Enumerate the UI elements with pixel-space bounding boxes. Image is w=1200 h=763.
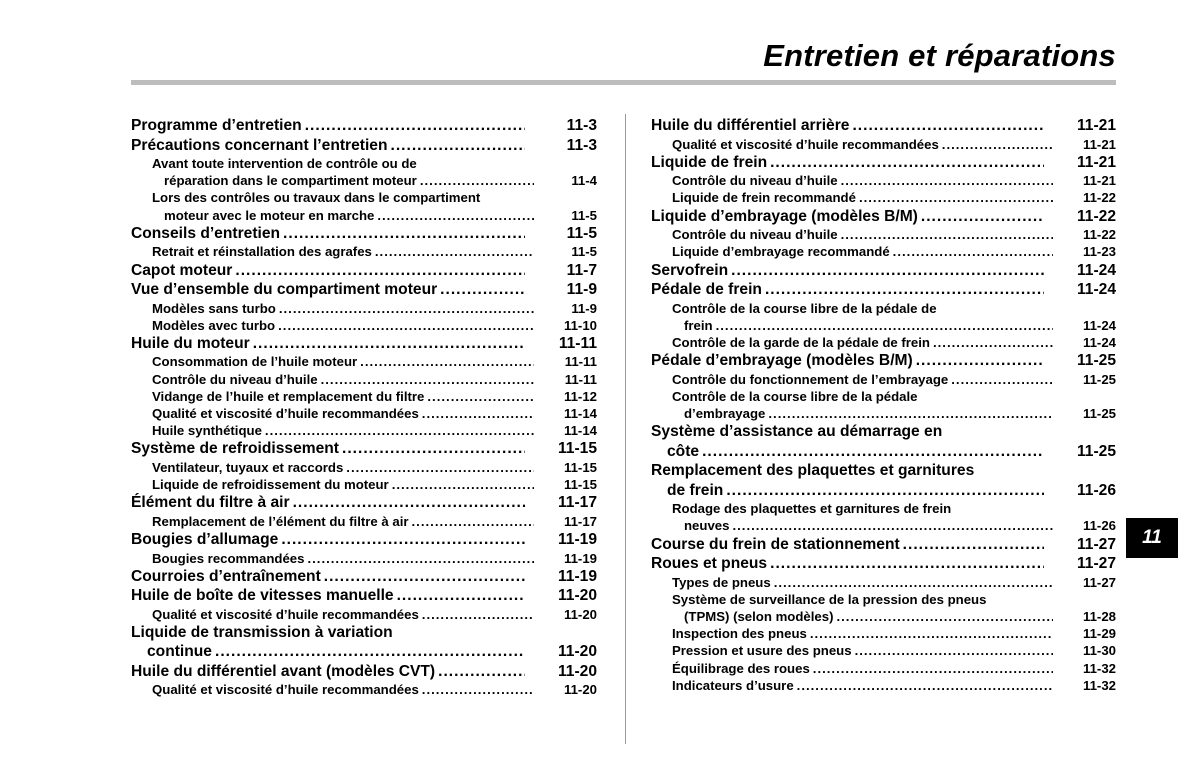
toc-entry-title: Huile du moteur	[131, 334, 250, 352]
column-divider	[625, 114, 626, 744]
toc-entry-title: Huile de boîte de vitesses manuelle	[131, 587, 394, 605]
toc-entry[interactable]	[651, 535, 1116, 555]
toc-entry[interactable]	[651, 226, 1116, 243]
toc-entry-title-continued: réparation dans le compartiment moteur	[164, 173, 417, 189]
dot-leader	[422, 606, 534, 623]
dot-leader	[283, 224, 525, 244]
toc-entry-title-continued: moteur avec le moteur en marche	[164, 207, 375, 223]
toc-entry-title: Rodage des plaquettes et garnitures de frein	[672, 501, 952, 517]
dot-leader	[278, 317, 534, 334]
dot-leader	[342, 439, 525, 459]
toc-entry[interactable]	[651, 591, 1116, 625]
toc-entry[interactable]	[651, 677, 1116, 694]
toc-left-column	[131, 116, 597, 699]
dot-leader	[360, 353, 534, 370]
toc-page-number: 11-21	[1082, 136, 1116, 152]
dot-leader	[916, 351, 1044, 371]
toc-entry[interactable]	[131, 280, 597, 300]
dot-leader	[377, 207, 534, 224]
toc-page-number: 11-4	[571, 173, 597, 189]
dot-leader	[235, 261, 525, 281]
dot-leader	[893, 243, 1053, 260]
toc-entry-title: Modèles avec turbo	[152, 317, 276, 333]
toc-page-number: 11-5	[571, 207, 597, 223]
toc-page-number: 11-20	[563, 606, 597, 622]
toc-entry[interactable]	[131, 189, 597, 223]
toc-entry-title: Course du frein de stationnement	[651, 535, 900, 553]
chapter-tab[interactable]: 11	[1126, 518, 1178, 558]
toc-page-number: 11-11	[558, 334, 597, 352]
toc-entry-title: Programme d’entretien	[131, 117, 302, 134]
toc-page-number: 11-7	[566, 261, 597, 279]
dot-leader	[770, 554, 1044, 574]
toc-entry-title: Pédale d’embrayage (modèles B/M)	[651, 352, 913, 370]
toc-entry-title: Contrôle de la course libre de la pédale	[672, 388, 918, 404]
toc-entry-title: Contrôle du fonctionnement de l’embrayage	[672, 371, 949, 387]
dot-leader	[732, 517, 1053, 534]
toc-page-number: 11-22	[1082, 227, 1116, 243]
dot-leader	[768, 405, 1053, 422]
dot-leader	[281, 530, 525, 550]
dot-leader	[265, 422, 534, 439]
toc-page-number: 11-21	[1076, 117, 1116, 134]
toc-entry[interactable]	[651, 500, 1116, 534]
toc-entry[interactable]	[131, 405, 597, 422]
dot-leader	[765, 280, 1044, 300]
dot-leader	[324, 567, 525, 587]
dot-leader	[903, 535, 1044, 555]
toc-entry-title: Bougies recommandées	[152, 550, 305, 566]
toc-page-number: 11-11	[564, 371, 597, 387]
toc-entry[interactable]	[131, 567, 597, 587]
toc-page-number: 11-22	[1082, 190, 1116, 206]
toc-entry-title: Remplacement des plaquettes et garnitures	[651, 462, 975, 480]
toc-entry-title: Qualité et viscosité d’huile recommandées	[672, 136, 939, 152]
toc-entry-title: Capot moteur	[131, 261, 233, 279]
toc-page-number: 11-25	[1082, 406, 1116, 422]
toc-entry[interactable]	[651, 116, 1116, 136]
dot-leader	[392, 476, 534, 493]
toc-page-number: 11-28	[1082, 609, 1116, 625]
toc-page-number: 11-9	[566, 281, 597, 299]
toc-entry-title: Vue d’ensemble du compartiment moteur	[131, 281, 438, 299]
dot-leader	[836, 608, 1053, 625]
toc-entry-title: Indicateurs d’usure	[672, 677, 794, 693]
toc-entry-title: Inspection des pneus	[672, 626, 807, 642]
toc-entry-title: Courroies d’entraînement	[131, 567, 321, 585]
toc-entry-title: Qualité et viscosité d’huile recommandées	[152, 406, 419, 422]
toc-entry[interactable]	[651, 136, 1116, 153]
toc-entry[interactable]	[131, 334, 597, 354]
toc-page-number: 11-5	[566, 224, 597, 242]
toc-entry-title: Contrôle du niveau d’huile	[672, 227, 838, 243]
dot-leader	[215, 642, 525, 662]
toc-right-column	[651, 116, 1116, 694]
toc-page-number: 11-26	[1076, 481, 1116, 499]
toc-entry-title: Avant toute intervention de contrôle ou de	[152, 156, 417, 171]
dot-leader	[422, 405, 534, 422]
toc-page-number: 11-17	[557, 494, 597, 512]
dot-leader	[307, 550, 534, 567]
toc-page-number: 11-20	[557, 643, 597, 661]
toc-entry[interactable]	[651, 261, 1116, 281]
toc-page-number: 11-15	[563, 459, 597, 475]
dot-leader	[731, 261, 1044, 281]
toc-entry[interactable]	[131, 422, 597, 439]
toc-entry-title: Pédale de frein	[651, 281, 762, 299]
toc-entry[interactable]	[651, 388, 1116, 422]
toc-entry[interactable]	[651, 300, 1116, 334]
dot-leader	[440, 280, 525, 300]
toc-entry-title: Élément du filtre à air	[131, 494, 290, 512]
toc-entry-title-continued: continue	[147, 643, 212, 661]
toc-page-number: 11-26	[1082, 518, 1116, 534]
toc-entry[interactable]	[651, 189, 1116, 206]
toc-entry-title: Système d’assistance au démarrage en	[651, 423, 943, 441]
dot-leader	[412, 513, 534, 530]
dot-leader	[321, 371, 534, 388]
toc-page-number: 11-17	[563, 513, 597, 529]
toc-entry[interactable]	[651, 153, 1116, 173]
toc-entry-title: Liquide d’embrayage recommandé	[672, 244, 890, 260]
toc-page-number: 11-27	[1082, 574, 1116, 590]
dot-leader	[702, 442, 1044, 462]
toc-entry[interactable]	[131, 439, 597, 459]
toc-entry[interactable]	[131, 261, 597, 281]
dot-leader	[859, 189, 1053, 206]
toc-entry[interactable]	[651, 371, 1116, 388]
toc-entry-title: Types de pneus	[672, 574, 771, 590]
toc-entry-title: Roues et pneus	[651, 555, 768, 573]
dot-leader	[716, 317, 1053, 334]
dot-leader	[253, 334, 525, 354]
toc-page-number: 11-21	[1082, 173, 1116, 189]
toc-entry[interactable]	[651, 422, 1116, 461]
toc-entry-title: Huile du différentiel arrière	[651, 117, 850, 134]
toc-page-number: 11-19	[557, 531, 597, 549]
toc-entry-title: Huile du différentiel avant (modèles CVT)	[131, 662, 436, 680]
toc-entry-title: Contrôle de la course libre de la pédale de	[672, 300, 937, 316]
toc-entry[interactable]	[131, 606, 597, 623]
toc-entry-title: Qualité et viscosité d’huile recommandées	[152, 606, 419, 622]
dot-leader	[841, 226, 1053, 243]
toc-page-number: 11-25	[1082, 371, 1116, 387]
toc-page-number: 11-5	[571, 244, 597, 260]
toc-page-number: 11-24	[1082, 317, 1116, 333]
toc-entry[interactable]	[651, 625, 1116, 642]
dot-leader	[293, 493, 525, 513]
toc-entry[interactable]	[131, 300, 597, 317]
dot-leader	[279, 300, 534, 317]
toc-entry[interactable]	[131, 459, 597, 476]
toc-page-number: 11-12	[563, 388, 597, 404]
toc-entry[interactable]	[651, 574, 1116, 591]
toc-page-number: 11-14	[563, 423, 597, 439]
toc-page-number: 11-20	[557, 662, 597, 680]
toc-entry-title: Consommation de l’huile moteur	[152, 354, 358, 370]
toc-entry[interactable]	[131, 681, 597, 698]
dot-leader	[855, 642, 1053, 659]
toc-page-number: 11-29	[1082, 626, 1116, 642]
toc-entry-title: Liquide de frein	[651, 153, 768, 171]
toc-entry-title: Système de refroidissement	[131, 440, 340, 458]
toc-page-number: 11-10	[563, 317, 597, 333]
toc-entry[interactable]	[131, 243, 597, 260]
toc-page-number: 11-14	[563, 406, 597, 422]
toc-page-number: 11-32	[1082, 660, 1116, 676]
toc-entry[interactable]	[131, 476, 597, 493]
toc-entry-title-continued: frein	[684, 317, 713, 333]
toc-entry-title: Précautions concernant l’entretien	[131, 136, 388, 154]
dot-leader	[375, 243, 534, 260]
toc-entry-title: Équilibrage des roues	[672, 660, 810, 676]
dot-leader	[391, 136, 526, 156]
toc-entry[interactable]	[651, 461, 1116, 500]
dot-leader	[770, 153, 1044, 173]
toc-entry[interactable]	[131, 353, 597, 370]
toc-entry-title: Ventilateur, tuyaux et raccords	[152, 459, 344, 475]
toc-entry-title-continued: (TPMS) (selon modèles)	[684, 609, 834, 625]
toc-entry-title: Huile synthétique	[152, 423, 262, 439]
toc-entry-title: Servofrein	[651, 261, 729, 279]
dot-leader	[346, 459, 534, 476]
toc-entry[interactable]	[651, 280, 1116, 300]
toc-entry-title: Liquide de frein recommandé	[672, 190, 856, 206]
dot-leader	[841, 172, 1053, 189]
dot-leader	[438, 662, 525, 682]
toc-entry-title-continued: de frein	[667, 481, 724, 499]
toc-page-number: 11-21	[1076, 153, 1116, 171]
toc-entry[interactable]	[651, 207, 1116, 227]
toc-entry[interactable]	[131, 136, 597, 156]
toc-entry-title: Vidange de l’huile et remplacement du filtre	[152, 388, 425, 404]
toc-page-number: 11-15	[563, 477, 597, 493]
toc-page-number: 11-15	[557, 440, 597, 458]
toc-entry[interactable]	[651, 334, 1116, 351]
toc-entry[interactable]	[131, 530, 597, 550]
toc-page-number: 11-23	[1082, 244, 1116, 260]
toc-page-number: 11-20	[563, 682, 597, 698]
toc-entry[interactable]	[651, 642, 1116, 659]
dot-leader	[397, 586, 525, 606]
toc-entry[interactable]	[131, 388, 597, 405]
toc-page-number: 11-30	[1082, 643, 1116, 659]
toc-page-number: 11-27	[1076, 535, 1116, 553]
toc-entry-title: Système de surveillance de la pression des pneus	[672, 591, 987, 607]
toc-page-number: 11-19	[557, 567, 597, 585]
toc-entry[interactable]	[131, 662, 597, 682]
toc-entry[interactable]	[131, 513, 597, 530]
dot-leader	[810, 625, 1053, 642]
toc-entry[interactable]	[651, 660, 1116, 677]
dot-leader	[951, 371, 1053, 388]
toc-page-number: 11-24	[1076, 281, 1116, 299]
dot-leader	[427, 388, 534, 405]
dot-leader	[420, 172, 534, 189]
dot-leader	[852, 116, 1044, 136]
dot-leader	[774, 574, 1053, 591]
toc-page-number: 11-19	[563, 550, 597, 566]
toc-entry[interactable]	[651, 554, 1116, 574]
toc-entry[interactable]	[131, 493, 597, 513]
dot-leader	[305, 116, 525, 136]
header-rule	[131, 80, 1116, 85]
toc-page-number: 11-25	[1076, 352, 1116, 370]
toc-entry-title: Lors des contrôles ou travaux dans le compartiment	[152, 190, 481, 206]
toc-entry-title: Bougies d’allumage	[131, 531, 279, 549]
toc-entry-title: Modèles sans turbo	[152, 300, 276, 316]
toc-page-number: 11-3	[566, 117, 597, 134]
dot-leader	[726, 481, 1044, 501]
toc-entry[interactable]	[131, 623, 597, 662]
dot-leader	[813, 660, 1053, 677]
toc-entry[interactable]	[131, 586, 597, 606]
toc-entry-title-continued: d’embrayage	[684, 406, 766, 422]
toc-page-number: 11-11	[564, 354, 597, 370]
toc-entry-title: Pression et usure des pneus	[672, 643, 852, 659]
dot-leader	[797, 677, 1053, 694]
dot-leader	[933, 334, 1053, 351]
toc-entry-title: Contrôle du niveau d’huile	[152, 371, 318, 387]
toc-entry-title: Qualité et viscosité d’huile recommandées	[152, 682, 419, 698]
toc-entry-title: Contrôle du niveau d’huile	[672, 173, 838, 189]
toc-entry-title: Conseils d’entretien	[131, 224, 281, 242]
toc-page-number: 11-32	[1082, 677, 1116, 693]
toc-entry-title-continued: neuves	[684, 518, 730, 534]
toc-page-number: 11-3	[566, 136, 597, 154]
toc-entry[interactable]	[651, 351, 1116, 371]
toc-entry-title: Remplacement de l’élément du filtre à air	[152, 513, 409, 529]
toc-entry-title: Liquide de refroidissement du moteur	[152, 477, 389, 493]
toc-entry[interactable]	[131, 224, 597, 244]
toc-page-number: 11-27	[1076, 555, 1116, 573]
toc-page-number: 11-9	[571, 300, 597, 316]
page-title: Entretien et réparations	[763, 38, 1116, 73]
toc-entry-title: Liquide de transmission à variation	[131, 623, 393, 641]
toc-entry-title: Contrôle de la garde de la pédale de frein	[672, 334, 930, 350]
toc-entry[interactable]	[131, 116, 597, 136]
toc-entry[interactable]	[131, 317, 597, 334]
toc-entry[interactable]	[651, 172, 1116, 189]
toc-entry[interactable]	[651, 243, 1116, 260]
toc-page-number: 11-20	[557, 587, 597, 605]
dot-leader	[921, 207, 1044, 227]
toc-entry-title: Retrait et réinstallation des agrafes	[152, 244, 372, 260]
toc-page-number: 11-25	[1076, 442, 1116, 460]
toc-page-number: 11-24	[1076, 261, 1116, 279]
toc-entry[interactable]	[131, 550, 597, 567]
toc-entry[interactable]	[131, 155, 597, 189]
toc-page-number: 11-24	[1082, 334, 1116, 350]
toc-entry[interactable]	[131, 371, 597, 388]
toc-entry-title-continued: côte	[667, 442, 700, 460]
toc-entry-title: Liquide d’embrayage (modèles B/M)	[651, 207, 918, 225]
dot-leader	[422, 681, 534, 698]
dot-leader	[942, 136, 1053, 153]
toc-page-number: 11-22	[1076, 207, 1116, 225]
